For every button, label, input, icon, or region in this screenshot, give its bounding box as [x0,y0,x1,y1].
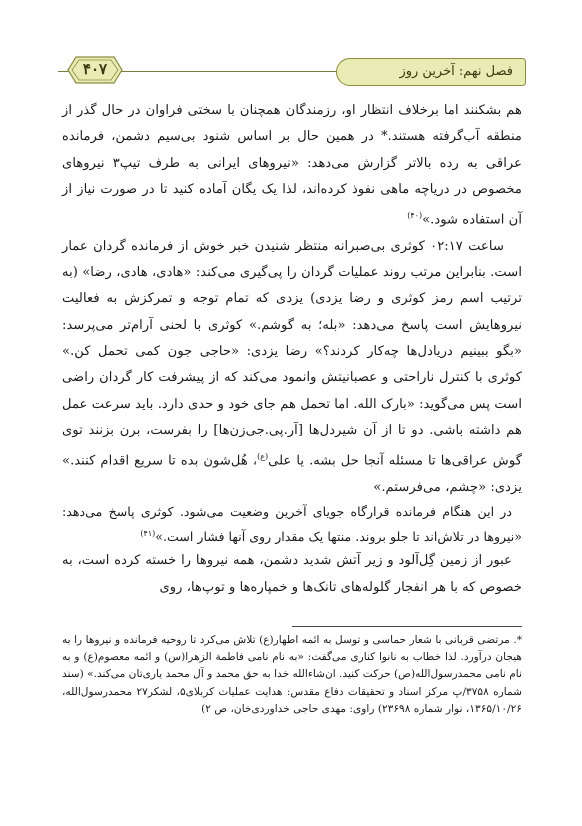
paragraph-4 [62,548,522,601]
honorific-mark: (ع) [257,452,269,462]
paragraph-3 [62,501,522,548]
running-header [58,58,526,88]
footnote-separator [292,626,522,627]
footnote: *. مرتضی قربانی با شعار حماسی و توسل به ائمه اطهار(ع) تلاش می‌کرد تا روحیه فرمانده و نیروها را به هیجان درآورد. لذا خطاب به نانوا کناری می‌گفت: «به نام نامی فاطمة الزهرا(س) و ائمه معصوم(ع) و به نام نامی محمدرسول‌الله(ص) حرکت کنید. ان‌شاءالله خدا به حق محمد و آل محمد یاری‌تان می‌کند.» (سند شماره ۳۷۵۸/پ مرکز اسناد و تحقیقات دفاع مقدس: هدایت عملیات کربلای۵، لشکر۲۷ محمدرسول‌الله، ۱۳۶۵/۱۰/۲۶، نوار شماره ۲۳۶۹۸) راوی: مهدی حاجی خداوردی‌خان، ص ۲) [62,634,523,715]
paragraph-2 [62,234,522,501]
page-number-badge [66,55,124,85]
paragraph-3-text: در این هنگام فرمانده قرارگاه جویای آخرین وضعیت می‌شود. کوثری پاسخ می‌دهد: «نیروها در تلاش‌اند تا جلو بروند. منتها یک مقدار روی آنها فشار است.» [62,504,522,545]
chapter-title-badge [336,58,526,86]
endnote-ref-40: (۴۰) [407,211,423,221]
paragraph-1 [62,98,522,234]
paragraph-4-text: عبور از زمین گِل‌آلود و زیر آتش شدید دشمن، همه نیروها را خسته کرده است، به خصوص که با هر انفجار گلوله‌های تانک‌ها و خمپاره‌ها و توپ‌ها، روی [62,553,522,595]
chapter-title: فصل نهم: آخرین روز [399,64,513,79]
main-text [62,98,522,601]
endnote-ref-41: (۴۱) [140,529,156,539]
paragraph-1-text: هم بشکنند اما برخلاف انتظار او، رزمندگان همچنان با سختی فراوان در حال گذر از منطقه آب‌گرفته هستند.* در همین حال بر اساس شنود بی‌سیم دشمن، فرمانده عراقی به رده بالاتر گزارش می‌دهد: «نیروهای ایرانی به طرف تیپ۳ نیروهای مخصوص در دریاچه ماهی نفوذ کرده‌اند، لذا یک یگان آماده کنید تا در صورت نیاز از آن استفاده شود.» [62,103,522,228]
paragraph-2-text: ساعت ۰۲:۱۷ کوثری بی‌صبرانه منتظر شنیدن خبر خوش از فرمانده گردان عمار است. بنابراین مرتب روند عملیات گردان را پی‌گیری می‌کند: «هادی، هادی، رضا» (به ترتیب اسم رمز کوثری و رضا یزدی) یزدی که تمام توجه و تمرکزش به فعالیت نیروهایش است پاسخ می‌دهد: «بله؛ به گوشم.» کوثری با لحنی آرام‌تر می‌پرسد: «بگو ببینیم دریادل‌ها چه‌کار کردند؟» رضا یزدی: «حاجی جون کمی تحمل کن.» کوثری با کنترل ناراحتی و عصبانیتش وانمود می‌کند که از پیشرفت کار گردان راضی است پس می‌گوید: «بارک الله. اما تحمل هم جای خود و حدی دارد. باید سرعت عمل هم داشته باشی. دو تا از آن شیردل‌ها [آر.پی.جی‌زن‌ها] را بفرست، برن بزنند توی گوش عراقی‌ها تا مسئله آنجا حل بشه. یا علی [62,238,522,469]
page-number: ۴۰۷ [82,60,108,78]
paragraph-2-end: ، هُل‌شون بده تا سریع اقدام کنند.» یزدی: «چشم، می‌فرستم.» [62,453,522,495]
